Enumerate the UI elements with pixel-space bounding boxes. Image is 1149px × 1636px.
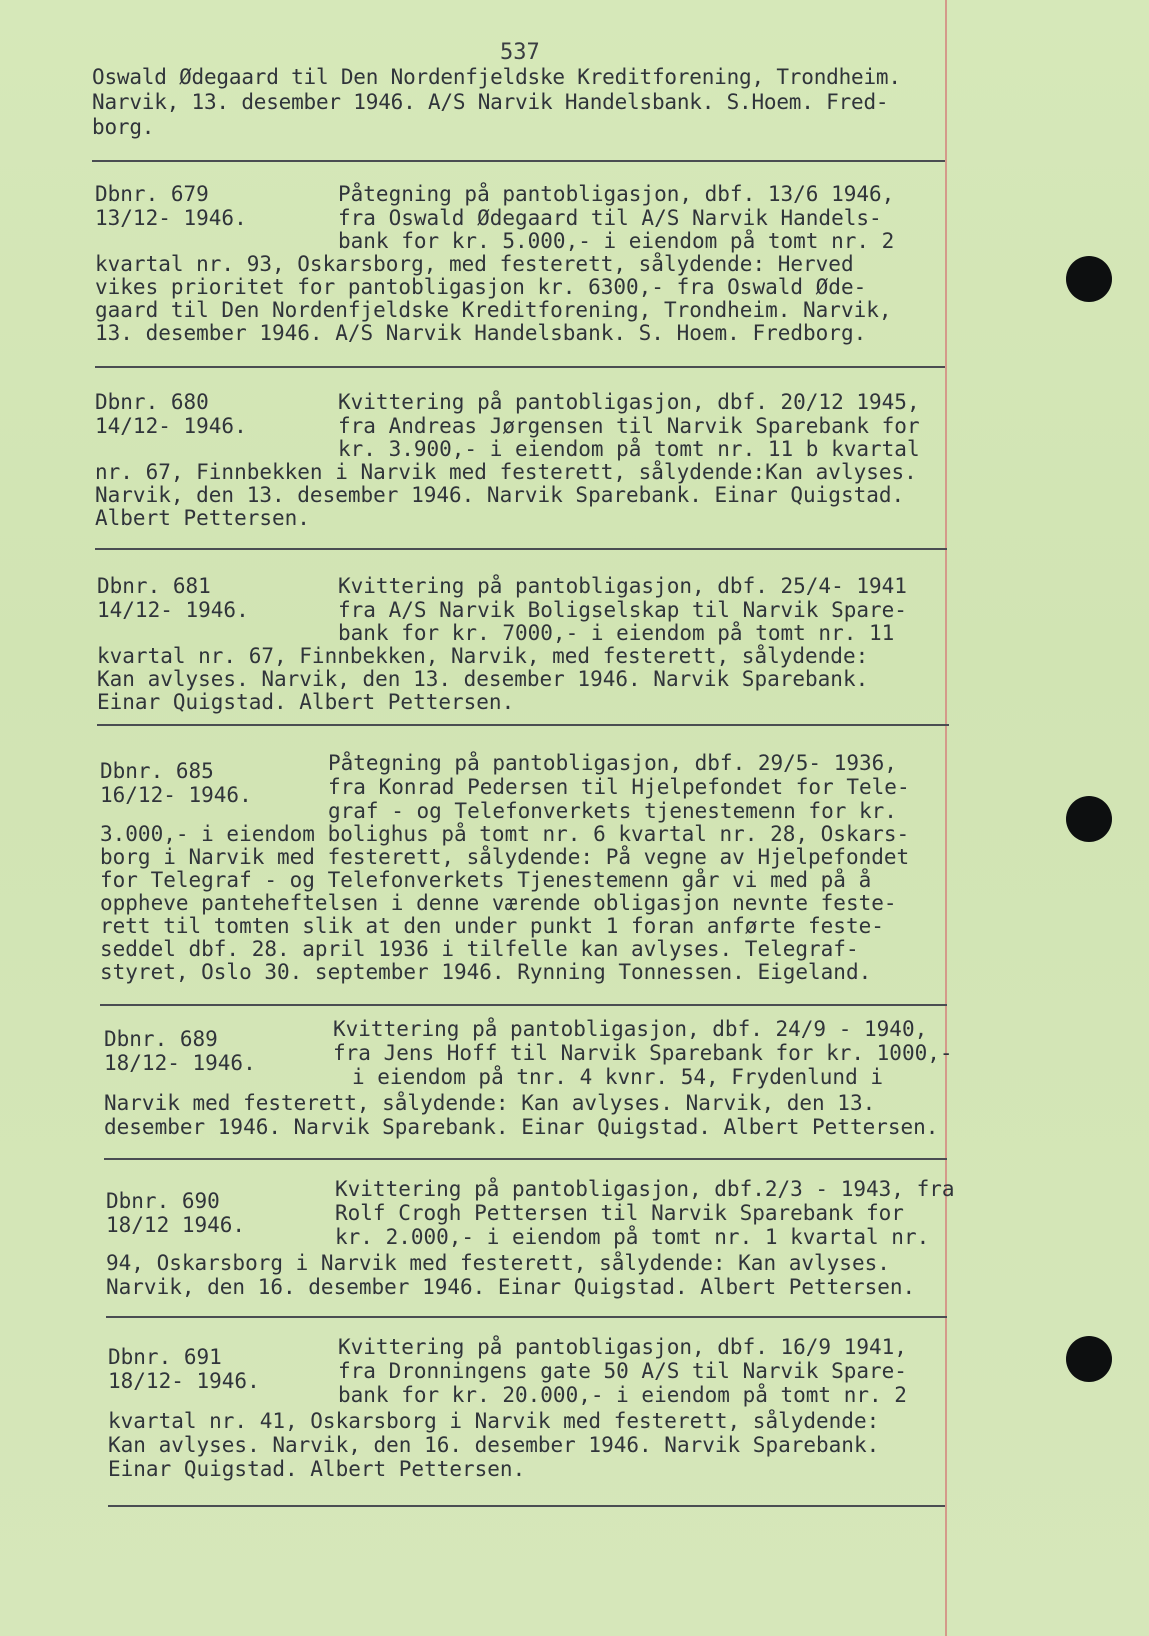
entry-first-line: fra Jens Hoff til Narvik Sparebank for kr. 1000,- xyxy=(333,1041,953,1065)
entry-line: desember 1946. Narvik Sparebank. Einar Quigstad. Albert Pettersen. xyxy=(104,1115,939,1139)
entry-divider xyxy=(95,548,947,550)
entry-date: 18/12- 1946. xyxy=(104,1051,256,1075)
entry-line: Kan avlyses. Narvik, den 13. desember 1946. Narvik Sparebank. xyxy=(97,667,869,691)
entry-first-line: Påtegning på pantobligasjon, dbf. 13/6 1946, xyxy=(338,182,895,206)
entry-line: Narvik, den 16. desember 1946. Einar Quigstad. Albert Pettersen. xyxy=(106,1275,916,1299)
entry-divider xyxy=(97,724,949,726)
entry-date: 18/12- 1946. xyxy=(108,1369,260,1393)
entry-first-line: bank for kr. 7000,- i eiendom på tomt nr. 11 xyxy=(338,621,895,645)
entry-date: 13/12- 1946. xyxy=(95,206,247,230)
entry-line: Narvik med festerett, sålydende: Kan avlyses. Narvik, den 13. xyxy=(104,1091,876,1115)
margin-line xyxy=(945,0,947,1636)
entry-line: Einar Quigstad. Albert Pettersen. xyxy=(97,690,515,714)
entry-line: kvartal nr. 67, Finnbekken, Narvik, med festerett, sålydende: xyxy=(97,644,869,668)
entry-number: Dbnr. 691 xyxy=(108,1345,222,1369)
entry-number: Dbnr. 680 xyxy=(95,390,209,414)
entry-line: oppheve panteheftelsen i denne værende obligasjon nevnte feste- xyxy=(100,891,897,915)
entry-line: for Telegraf - og Telefonverkets Tjenestemenn går vi med på å xyxy=(100,868,872,892)
intro-line: Oswald Ødegaard til Den Nordenfjeldske Kreditforening, Trondheim. xyxy=(92,65,901,89)
entry-divider xyxy=(100,1004,947,1006)
entry-line: 3.000,- i eiendom bolighus på tomt nr. 6 kvartal nr. 28, Oskars- xyxy=(100,822,910,846)
entry-first-line: Kvittering på pantobligasjon, dbf. 16/9 1941, xyxy=(338,1335,907,1359)
entry-line: 94, Oskarsborg i Narvik med festerett, sålydende: Kan avlyses. xyxy=(106,1251,890,1275)
entry-date: 16/12- 1946. xyxy=(100,783,252,807)
entry-first-line: fra Konrad Pedersen til Hjelpefondet for Tele- xyxy=(328,775,910,799)
entry-line: vikes prioritet for pantobligasjon kr. 6300,- fra Oswald Øde- xyxy=(95,275,867,299)
entry-line: Narvik, den 13. desember 1946. Narvik Sparebank. Einar Quigstad. xyxy=(95,483,905,507)
entry-first-line: fra Dronningens gate 50 A/S til Narvik Spare- xyxy=(338,1359,907,1383)
entry-line: kvartal nr. 41, Oskarsborg i Narvik med festerett, sålydende: xyxy=(108,1409,880,1433)
intro-line: Narvik, 13. desember 1946. A/S Narvik Handelsbank. S.Hoem. Fred- xyxy=(92,90,889,114)
entry-line: Kan avlyses. Narvik, den 16. desember 1946. Narvik Sparebank. xyxy=(108,1433,880,1457)
entry-line: borg i Narvik med festerett, sålydende: På vegne av Hjelpefondet xyxy=(100,845,910,869)
entry-number: Dbnr. 679 xyxy=(95,182,209,206)
entry-number: Dbnr. 681 xyxy=(97,574,211,598)
entry-line: gaard til Den Nordenfjeldske Kreditforening, Trondheim. Narvik, xyxy=(95,298,892,322)
punch-hole-top xyxy=(1066,256,1112,302)
punch-hole-middle xyxy=(1066,796,1112,842)
entry-first-line: Rolf Crogh Pettersen til Narvik Sparebank for xyxy=(335,1201,904,1225)
punch-hole-bottom xyxy=(1066,1336,1112,1382)
entry-first-line: graf - og Telefonverkets tjenestemenn for kr. xyxy=(328,799,897,823)
entry-line: Albert Pettersen. xyxy=(95,506,310,530)
entry-first-line: kr. 2.000,- i eiendom på tomt nr. 1 kvartal nr. xyxy=(335,1225,930,1249)
entry-first-line: kr. 3.900,- i eiendom på tomt nr. 11 b kvartal xyxy=(338,437,920,461)
entry-number: Dbnr. 685 xyxy=(100,759,214,783)
entry-date: 18/12 1946. xyxy=(106,1213,246,1237)
intro-line: borg. xyxy=(92,115,155,139)
entry-first-line: bank for kr. 20.000,- i eiendom på tomt nr. 2 xyxy=(338,1383,907,1407)
entry-first-line: i eiendom på tnr. 4 kvnr. 54, Frydenlund i xyxy=(352,1065,884,1089)
entry-line: rett til tomten slik at den under punkt 1 foran anførte feste- xyxy=(100,914,884,938)
entry-first-line: fra A/S Narvik Boligselskap til Narvik Spare- xyxy=(338,598,907,622)
entry-line: Einar Quigstad. Albert Pettersen. xyxy=(108,1457,526,1481)
entry-line: 13. desember 1946. A/S Narvik Handelsbank. S. Hoem. Fredborg. xyxy=(95,321,867,345)
entry-divider xyxy=(95,366,945,368)
entry-line: styret, Oslo 30. september 1946. Rynning Tonnessen. Eigeland. xyxy=(100,960,872,984)
entry-first-line: Kvittering på pantobligasjon, dbf. 24/9 - 1940, xyxy=(333,1017,928,1041)
entry-first-line: bank for kr. 5.000,- i eiendom på tomt nr. 2 xyxy=(338,229,895,253)
entry-first-line: fra Andreas Jørgensen til Narvik Sparebank for xyxy=(338,414,920,438)
entry-divider xyxy=(104,1158,947,1160)
entry-divider xyxy=(108,1505,945,1507)
page-number: 537 xyxy=(500,40,540,65)
entry-first-line: Kvittering på pantobligasjon, dbf. 20/12 1945, xyxy=(338,390,920,414)
entry-first-line: fra Oswald Ødegaard til A/S Narvik Handels- xyxy=(338,206,882,230)
entry-first-line: Påtegning på pantobligasjon, dbf. 29/5- 1936, xyxy=(328,751,897,775)
entry-divider xyxy=(92,160,945,162)
entry-number: Dbnr. 689 xyxy=(104,1027,218,1051)
entry-divider xyxy=(106,1316,947,1318)
entry-date: 14/12- 1946. xyxy=(95,414,247,438)
entry-first-line: Kvittering på pantobligasjon, dbf. 25/4- 1941 xyxy=(338,574,907,598)
entry-line: seddel dbf. 28. april 1936 i tilfelle kan avlyses. Telegraf- xyxy=(100,937,859,961)
entry-line: nr. 67, Finnbekken i Narvik med festerett, sålydende:Kan avlyses. xyxy=(95,460,917,484)
entry-number: Dbnr. 690 xyxy=(106,1189,220,1213)
entry-date: 14/12- 1946. xyxy=(97,598,249,622)
entry-first-line: Kvittering på pantobligasjon, dbf.2/3 - 1943, fra xyxy=(335,1177,955,1201)
entry-line: kvartal nr. 93, Oskarsborg, med festerett, sålydende: Herved xyxy=(95,252,854,276)
